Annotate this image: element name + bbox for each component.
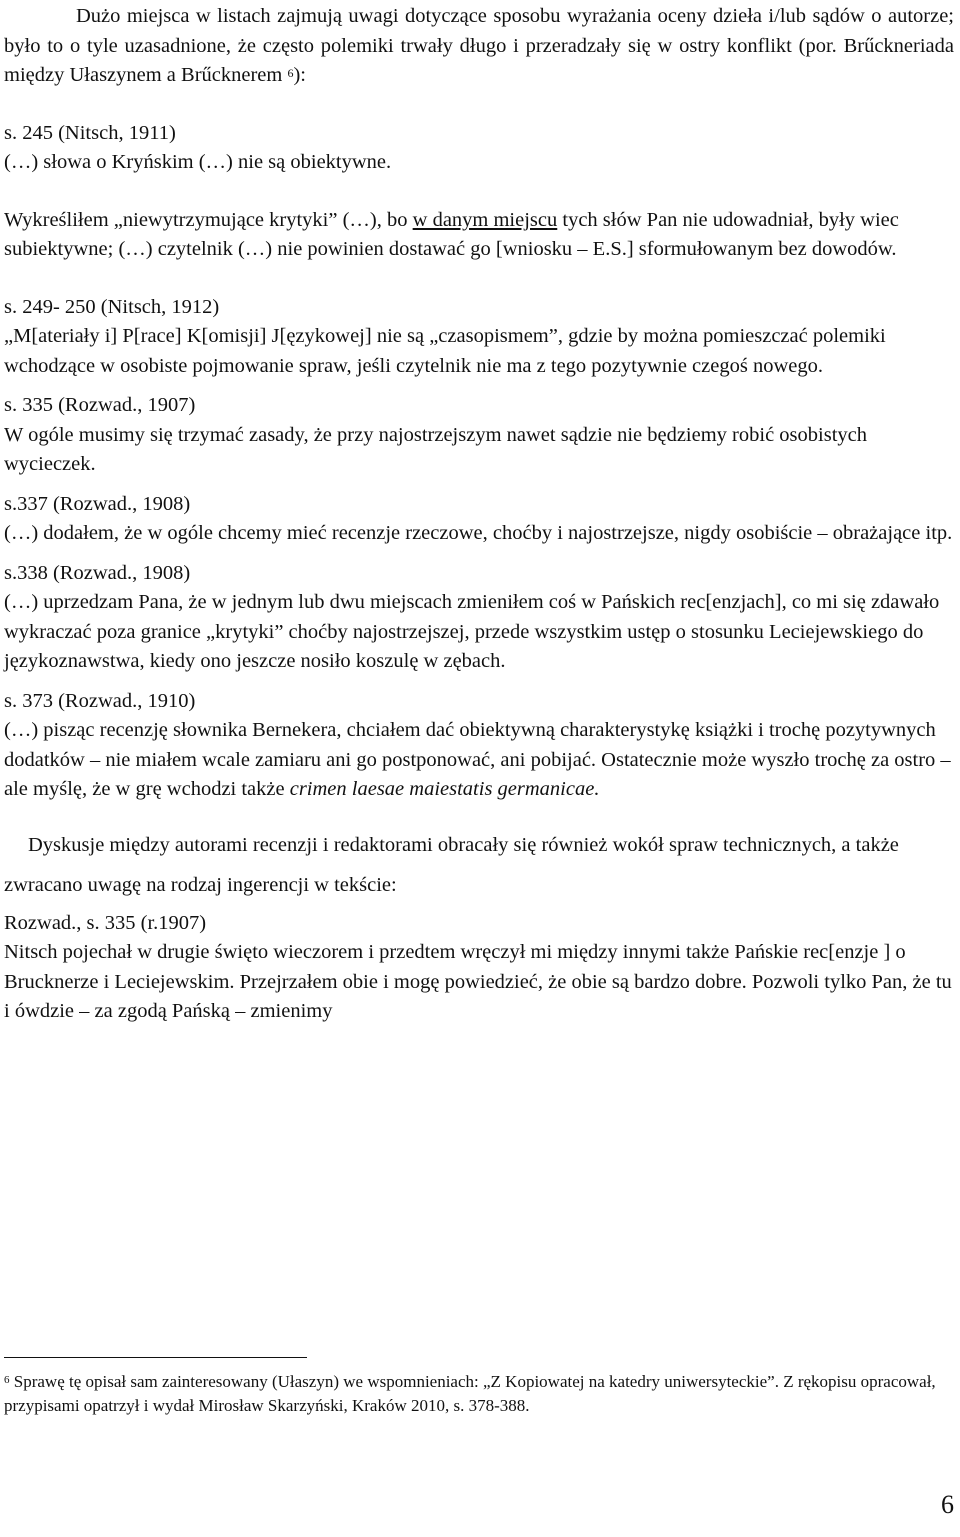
quote-text-part: Wykreśliłem „niewytrzymujące krytyki” (…), bo [4, 208, 413, 231]
quote-text: (…) słowa o Kryńskim (…) nie są obiektywne. [4, 151, 392, 173]
quote-block-3 [4, 391, 954, 480]
intro-text: Dużo miejsca w listach zajmują uwagi dotyczące sposobu wyrażania oceny dzieła i/lub sądów o autorze; było to o tyle uzasadnione, że często polemiki trwały długo i przeradzały się w ostry konflikt (por. Brűckneriada między Ułaszynem a Brűcknerem [4, 5, 954, 86]
quote-block-2 [4, 293, 954, 382]
quote-block-4 [4, 490, 954, 549]
quote-text: W ogóle musimy się trzymać zasady, że przy najostrzejszym nawet sądzie nie będziemy robić osobistych wycieczek. [4, 423, 867, 475]
quote-ref: s. 335 (Rozwad., 1907) [4, 394, 196, 416]
footnote [4, 1370, 954, 1418]
quote-text-part: (…) pisząc recenzję słownika Bernekera, chciałem dać obiektywną charakterystykę książki i trochę pozytywnych dodatków – nie miałem wcale zamiaru ani go postponować, ani pobijać. Ostatecznie może wyszło trochę za ostro – ale myślę, że w grę wchodzi także [4, 719, 951, 800]
quote-ref: Rozwad., s. 335 (r.1907) [4, 911, 207, 934]
underlined-phrase: w danym miejscu [412, 208, 558, 231]
document-body [4, 0, 954, 1027]
quote-text [4, 206, 954, 265]
italic-phrase: crimen laesae maiestatis germanicae. [289, 778, 600, 800]
quote-block-1 [4, 119, 954, 265]
quote-text: (…) dodałem, że w ogóle chcemy mieć recenzje rzeczowe, choćby i najostrzejsze, nigdy osobiście – obrażające itp. [4, 522, 953, 544]
quote-block-6 [4, 687, 954, 805]
quote-text: Nitsch pojechał w drugie święto wieczorem i przedtem wręczył mi między innymi także Pańskie rec[enzje ] o Brucknerze i Leciejewskim. Przejrzałem obie i mogę powiedzieć, że obie są bardzo dobre. Pozwoli tylko Pan, że tu i ówdzie – za zgodą Pańską – zmienimy [4, 941, 952, 1022]
quote-ref: s. 249- 250 (Nitsch, 1912) [4, 295, 220, 318]
footnote-text: Sprawę tę opisał sam zainteresowany (Ułaszyn) we wspomnieniach: „Z Kopiowatej na katedry uniwersyteckie”. Z rękopisu opracował, przypisami opatrzył i wydał Mirosław Skarzyński, Kraków 2010, s. 378-388. [4, 1372, 936, 1415]
footnote-number: 6 [4, 1374, 10, 1386]
quote-block-7 [4, 909, 954, 1027]
quote-block-5 [4, 559, 954, 677]
page-number: 6 [941, 1490, 954, 1519]
quote-ref: s.338 (Rozwad., 1908) [4, 561, 191, 584]
quote-text: (…) uprzedzam Pana, że w jednym lub dwu miejscach zmieniłem coś w Pańskich rec[enzjach], co mi się zdawało wykraczać poza granice „krytyki” choćby najostrzejszej, przede wszystkim ustęp o stosunku Leciejewskiego do językoznawstwa, kiedy ono jeszcze nosiło koszulę w zębach. [4, 591, 940, 672]
quote-text-part: tych słów Pan nie udowadniał, były wiec subiektywne; (…) czytelnik (…) nie powinien dostawać go [wniosku – E.S.] sformułowanym bez dowodów. [4, 208, 899, 260]
quote-ref: s. 245 (Nitsch, 1911) [4, 121, 176, 144]
quote-ref: s. 373 (Rozwad., 1910) [4, 689, 196, 712]
quote-text: „M[ateriały i] P[race] K[omisji] J[ęzykowej] nie są „czasopismem”, gdzie by można pomieszczać polemiki wchodzące w osobiste pojmowanie spraw, jeśli czytelnik nie ma z tego pozytywnie czegoś nowego. [4, 325, 886, 377]
intro-paragraph [4, 2, 954, 91]
footnote-reference[interactable]: 6 [287, 66, 294, 80]
discussion-paragraph: Dyskusje między autorami recenzji i redaktorami obracały się również wokół spraw technicznych, a także zwracano uwagę na rodzaj ingerencji w tekście: [4, 833, 899, 896]
footnote-separator [4, 1357, 307, 1358]
intro-text-end: ): [293, 64, 307, 86]
quote-text [4, 716, 954, 805]
quote-ref: s.337 (Rozwad., 1908) [4, 492, 191, 515]
